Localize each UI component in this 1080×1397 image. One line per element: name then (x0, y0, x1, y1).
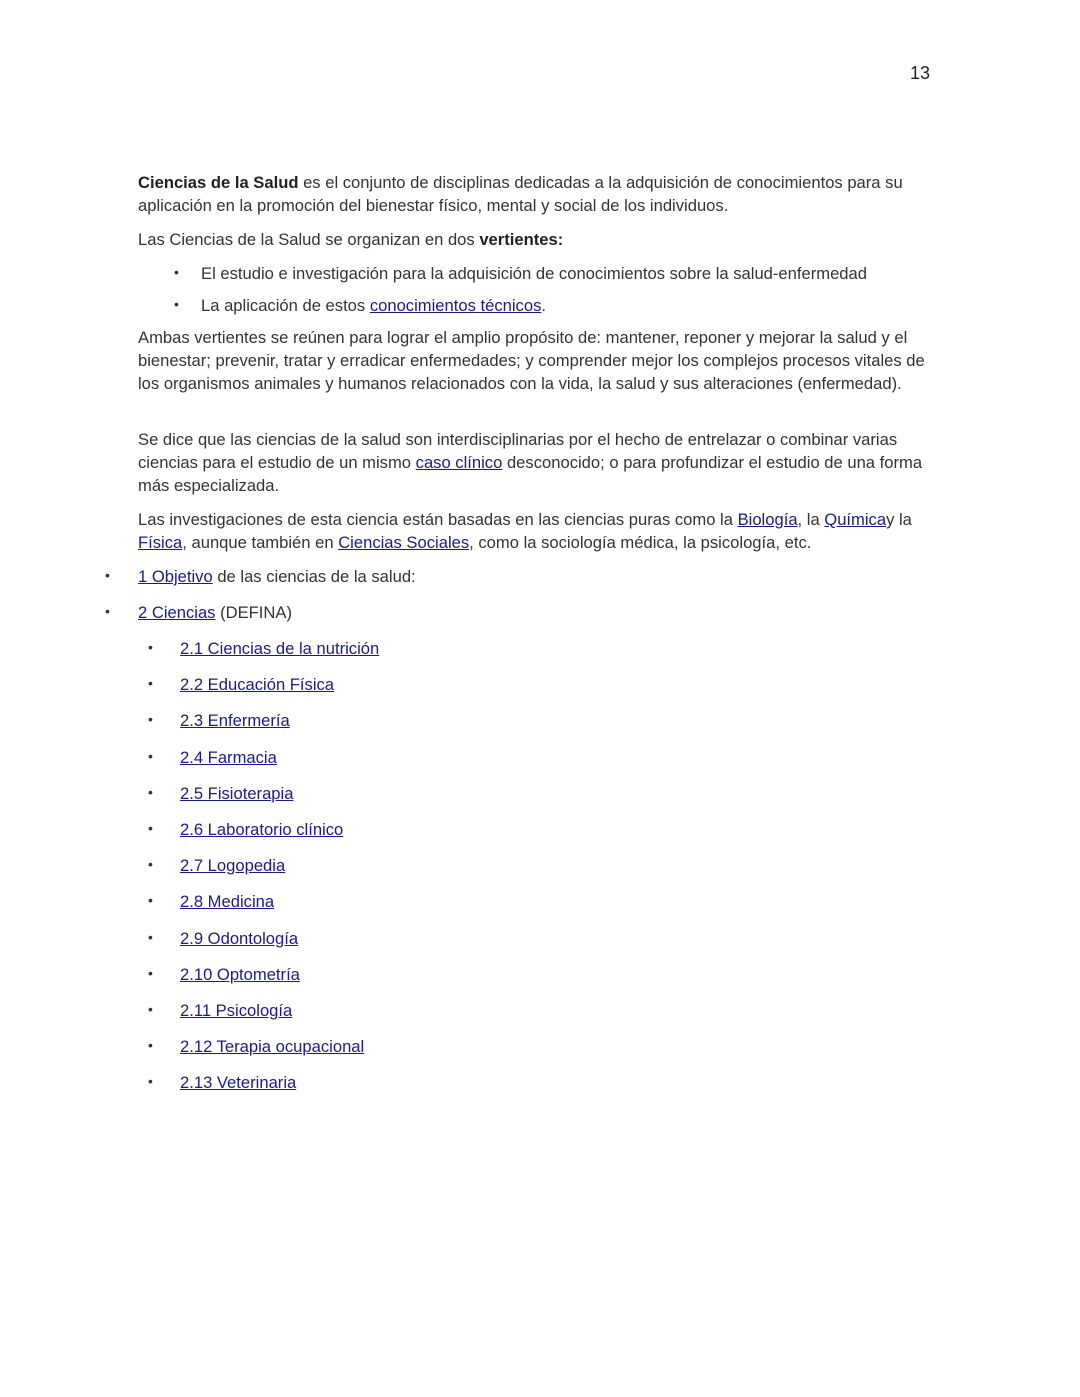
term-bold: Ciencias de la Salud (138, 173, 299, 192)
toc-subitem-link[interactable]: 2.9 Odontología (180, 928, 299, 948)
bullet-icon: • (105, 567, 110, 583)
bullet-icon: • (148, 1073, 153, 1090)
text: (DEFINA) (215, 603, 292, 622)
intro-paragraph (138, 171, 938, 217)
bullet-icon: • (105, 603, 110, 619)
text: , la (797, 510, 825, 529)
toc-subitem-link[interactable]: 2.7 Logopedia (180, 856, 286, 876)
bullet-icon: • (148, 964, 153, 981)
bullet-icon: • (148, 928, 153, 945)
bullet-icon: • (174, 264, 179, 280)
toc-subitem-link[interactable]: 2.13 Veterinaria (180, 1073, 297, 1093)
toc-subitem-link[interactable]: 2.12 Terapia ocupacional (180, 1037, 365, 1057)
text: Las investigaciones de esta ciencia están basadas en las ciencias puras como la (138, 510, 738, 529)
link-conocimientos-tecnicos[interactable]: conocimientos técnicos (369, 296, 542, 315)
bullet-icon: • (148, 783, 153, 800)
bullet-icon: • (148, 820, 153, 836)
text: , aunque también en (182, 533, 339, 552)
toc-subitem-link[interactable]: 2.1 Ciencias de la nutrición (180, 639, 380, 658)
toc-subitem-link[interactable]: 2.6 Laboratorio clínico (180, 820, 344, 839)
vertiente-item-2 (201, 294, 546, 317)
toc-subitem-link[interactable]: 2.5 Fisioterapia (180, 783, 294, 803)
text: , como la sociología médica, la psicología, etc. (469, 533, 812, 552)
bullet-icon: • (148, 1037, 153, 1054)
bullet-icon: • (148, 747, 153, 764)
toc-subitem-link[interactable]: 2.3 Enfermería (180, 711, 290, 731)
bullet-icon: • (148, 892, 153, 909)
vertientes-bold: vertientes: (479, 230, 564, 249)
bullet-icon: • (148, 856, 153, 873)
page-number: 13 (910, 63, 931, 83)
toc-item-objetivo (138, 565, 416, 588)
vertiente-item-1: El estudio e investigación para la adquisición de conocimientos sobre la salud-enfermedad (201, 264, 867, 283)
purpose-paragraph: Ambas vertientes se reúnen para lograr el amplio propósito de: mantener, reponer y mejorar la salud y el bienestar; prevenir, tratar y erradicar enfermedades; y comprender mejor los complejos procesos vitales de los organismos animales y humanos relacionados con la vida, la salud y sus alteraciones (enfermedad). (138, 328, 925, 393)
text: y la (886, 510, 912, 529)
vertientes-text: Las Ciencias de la Salud se organizan en dos (138, 230, 480, 249)
link-ciencias[interactable]: 2 Ciencias (138, 603, 216, 622)
bullet-icon: • (148, 675, 153, 692)
research-paragraph (138, 508, 913, 554)
item-text: . (541, 296, 547, 315)
bullet-icon: • (148, 1001, 153, 1017)
link-fisica[interactable]: Física (138, 533, 183, 552)
toc-subitem-link[interactable]: 2.11 Psicología (180, 1001, 293, 1020)
item-text: La aplicación de estos (201, 296, 370, 315)
text: Se dice que las ciencias de la salud son interdisciplinarias por el hecho de entrelazar o combinar varias ciencias para el estudio de un mismo (138, 430, 898, 472)
toc-subitem-link[interactable]: 2.10 Optometría (180, 964, 300, 984)
text: de las ciencias de la salud: (212, 567, 416, 586)
interdisciplinary-paragraph (138, 428, 938, 497)
toc-subitem-link[interactable]: 2.8 Medicina (180, 892, 275, 912)
link-caso-clinico[interactable]: caso clínico (415, 453, 503, 472)
vertientes-paragraph (138, 228, 938, 251)
bullet-icon: • (148, 711, 153, 728)
toc-subitem-link[interactable]: 2.4 Farmacia (180, 747, 277, 767)
bullet-icon: • (148, 639, 153, 655)
toc-item-ciencias (138, 601, 292, 624)
link-biologia[interactable]: Biología (737, 510, 798, 529)
toc-subitem-link[interactable]: 2.2 Educación Física (180, 675, 335, 695)
bullet-icon: • (174, 296, 179, 312)
text: desconocido; o para profundizar el estudio de una forma más especializada. (138, 453, 923, 495)
link-objetivo[interactable]: 1 Objetivo (138, 567, 213, 586)
link-quimica[interactable]: Química (824, 510, 887, 529)
intro-text: es el conjunto de disciplinas dedicadas a la adquisición de conocimientos para su aplicación en la promoción del bienestar físico, mental y social de los individuos. (138, 173, 903, 215)
link-ciencias-sociales[interactable]: Ciencias Sociales (338, 533, 470, 552)
